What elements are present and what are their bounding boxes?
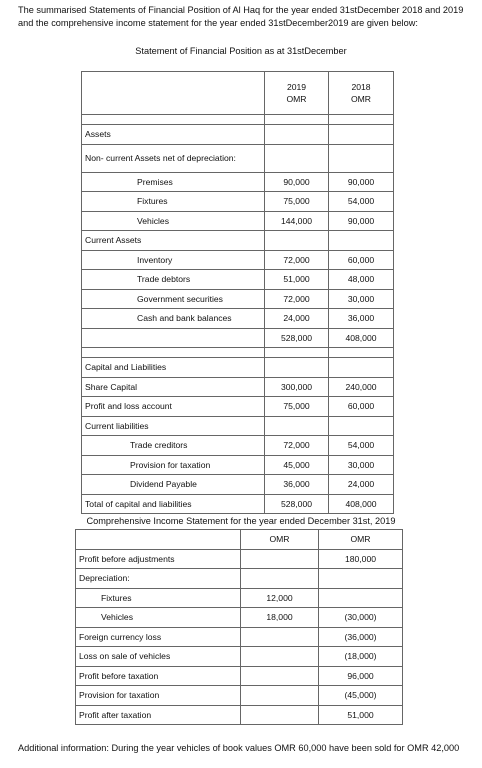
table-row	[76, 705, 403, 725]
table-row	[82, 172, 394, 192]
table-row	[82, 125, 394, 145]
cell-value: 180,000	[319, 549, 403, 569]
row-label: Provision for taxation	[82, 455, 265, 475]
cell-value: 90,000	[329, 211, 394, 231]
cell-value: (18,000)	[319, 647, 403, 667]
intro-paragraph: The summarised Statements of Financial Position of Al Haq for the year ended 31stDecember 2018 and 2019 and the comprehensive income statement for the year ended 31stDecember2019 are given below:	[18, 5, 464, 28]
table-row	[76, 549, 403, 569]
table-row	[76, 588, 403, 608]
table-row	[82, 250, 394, 270]
sfp-title: Statement of Financial Position as at 31stDecember	[135, 46, 347, 56]
table-row	[82, 211, 394, 231]
row-label: Dividend Payable	[82, 475, 265, 495]
table-row	[76, 530, 403, 550]
noncurrent-assets-label: Non- current Assets net of depreciation:	[82, 144, 265, 172]
cell-value: 528,000	[265, 494, 329, 514]
cell-value: 90,000	[329, 172, 394, 192]
table-row	[76, 647, 403, 667]
financial-position-table	[81, 71, 394, 514]
additional-information: Additional information: During the year vehicles of book values OMR 60,000 have been sold for OMR 42,000	[18, 743, 460, 753]
row-label: Vehicles	[76, 608, 241, 628]
table-row	[76, 569, 403, 589]
current-liabilities-label: Current liabilities	[82, 416, 265, 436]
table-row	[82, 494, 394, 514]
table-row	[82, 144, 394, 172]
cell-value: 90,000	[265, 172, 329, 192]
cell-value: 72,000	[265, 436, 329, 456]
row-label: Profit before adjustments	[76, 549, 241, 569]
row-label: Trade debtors	[82, 270, 265, 290]
omr-header: OMR	[286, 94, 307, 104]
cell-value: (45,000)	[319, 686, 403, 706]
row-label: Loss on sale of vehicles	[76, 647, 241, 667]
table-row	[82, 328, 394, 348]
income-statement-table	[75, 529, 403, 725]
row-label: Government securities	[82, 289, 265, 309]
cell-value: 36,000	[329, 309, 394, 329]
row-label: Vehicles	[82, 211, 265, 231]
cell-value: (36,000)	[319, 627, 403, 647]
table-row	[76, 666, 403, 686]
cell-value: 300,000	[265, 377, 329, 397]
cell-value: 24,000	[329, 475, 394, 495]
cell-value: (30,000)	[319, 608, 403, 628]
row-label: Inventory	[82, 250, 265, 270]
omr-header: OMR	[350, 94, 372, 104]
row-label: Trade creditors	[82, 436, 265, 456]
current-assets-label: Current Assets	[82, 231, 265, 251]
total-assets-2019: 528,000	[265, 328, 329, 348]
row-label: Profit after taxation	[76, 705, 241, 725]
cell-value: 51,000	[319, 705, 403, 725]
cell-value: 144,000	[265, 211, 329, 231]
cell-value: 75,000	[265, 397, 329, 417]
cell-value: 96,000	[319, 666, 403, 686]
cell-value: 408,000	[329, 494, 394, 514]
cell-value: 72,000	[265, 250, 329, 270]
row-label: Total of capital and liabilities	[82, 494, 265, 514]
table-row	[82, 416, 394, 436]
table-row	[76, 608, 403, 628]
table-row	[82, 231, 394, 251]
cell-value: 48,000	[329, 270, 394, 290]
cell-value: 12,000	[241, 588, 319, 608]
cell-value: 24,000	[265, 309, 329, 329]
table-row	[76, 627, 403, 647]
table-row	[76, 686, 403, 706]
table-row	[82, 358, 394, 378]
table-row	[82, 436, 394, 456]
cell-value: 75,000	[265, 192, 329, 212]
table-row	[82, 192, 394, 212]
row-label: Fixtures	[82, 192, 265, 212]
row-label: Provision for taxation	[76, 686, 241, 706]
ci-title: Comprehensive Income Statement for the year ended December 31st, 2019	[86, 516, 396, 526]
cell-value: 60,000	[329, 397, 394, 417]
cell-value: 240,000	[329, 377, 394, 397]
row-label: Share Capital	[82, 377, 265, 397]
table-row	[82, 377, 394, 397]
total-assets-2018: 408,000	[329, 328, 394, 348]
row-label: Fixtures	[76, 588, 241, 608]
year-2019-header: 2019	[286, 82, 307, 92]
cell-value: 51,000	[265, 270, 329, 290]
capital-liabilities-label: Capital and Liabilities	[82, 358, 265, 378]
row-label: Cash and bank balances	[82, 309, 265, 329]
table-row	[82, 270, 394, 290]
cell-value: 60,000	[329, 250, 394, 270]
row-label: Foreign currency loss	[76, 627, 241, 647]
cell-value: 45,000	[265, 455, 329, 475]
cell-value: 18,000	[241, 608, 319, 628]
cell-value: 30,000	[329, 289, 394, 309]
table-row	[82, 455, 394, 475]
cell-value: 36,000	[265, 475, 329, 495]
row-label: Profit before taxation	[76, 666, 241, 686]
table-row	[82, 475, 394, 495]
table-row	[82, 309, 394, 329]
cell-value: 72,000	[265, 289, 329, 309]
table-row	[82, 289, 394, 309]
row-label: Premises	[82, 172, 265, 192]
omr-header: OMR	[319, 530, 403, 550]
assets-label: Assets	[82, 125, 265, 145]
table-row	[82, 72, 394, 115]
depreciation-label: Depreciation:	[76, 569, 241, 589]
cell-value: 54,000	[329, 192, 394, 212]
cell-value: 30,000	[329, 455, 394, 475]
table-row	[82, 397, 394, 417]
row-label: Profit and loss account	[82, 397, 265, 417]
omr-header: OMR	[241, 530, 319, 550]
cell-value: 54,000	[329, 436, 394, 456]
year-2018-header: 2018	[351, 82, 371, 92]
